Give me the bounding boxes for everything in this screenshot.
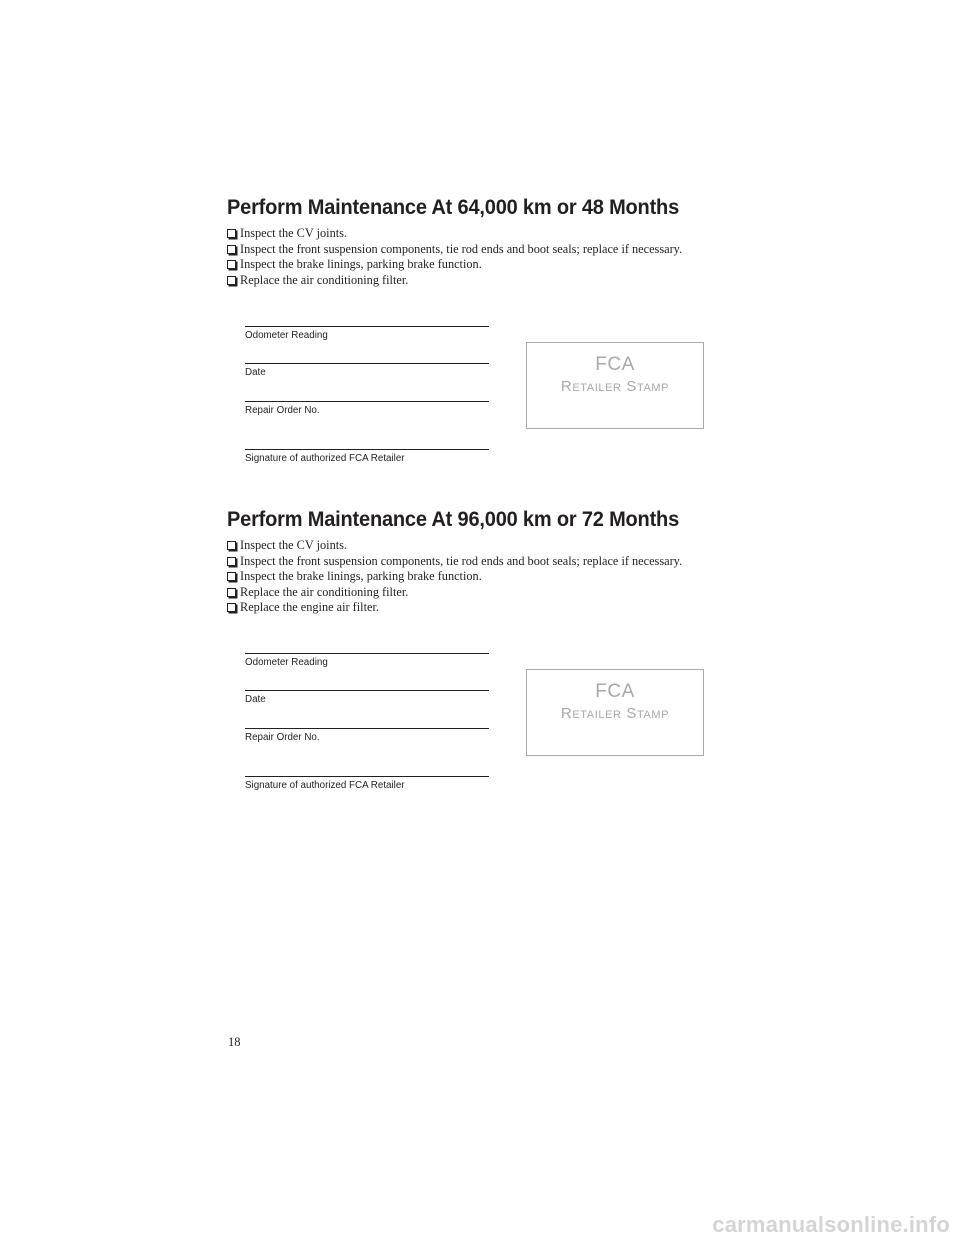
signature-field[interactable] — [245, 776, 489, 792]
checklist-item-label: Inspect the CV joints. — [240, 226, 348, 240]
maintenance-section-64000 — [227, 193, 827, 288]
stamp-retailer-text: Retailer Stamp — [560, 378, 670, 395]
odometer-line[interactable] — [245, 326, 489, 327]
signature-label: Signature of authorized FCA Retailer — [245, 453, 405, 464]
checklist-item[interactable] — [227, 600, 827, 616]
checklist-item-label: Inspect the front suspension components, tie rod ends and boot seals; replace if necessary. — [240, 553, 683, 568]
date-line[interactable] — [245, 690, 489, 691]
odometer-label: Odometer Reading — [245, 657, 328, 668]
section-heading: Perform Maintenance At 96,000 km or 72 Months — [227, 507, 680, 531]
repair-order-field[interactable] — [245, 401, 489, 417]
checklist-item[interactable] — [227, 569, 827, 585]
repair-order-line[interactable] — [245, 401, 489, 402]
checkbox-icon[interactable] — [227, 541, 236, 550]
repair-order-line[interactable] — [245, 728, 489, 729]
maintenance-section-96000 — [227, 505, 827, 616]
retailer-stamp-box — [526, 342, 704, 429]
date-field[interactable] — [245, 363, 489, 379]
checklist-item-label: Inspect the brake linings, parking brake function. — [240, 257, 482, 271]
checklist-item-label: Inspect the front suspension components, tie rod ends and boot seals; replace if necessary. — [240, 241, 683, 256]
checkbox-icon[interactable] — [227, 557, 236, 566]
repair-order-field[interactable] — [245, 728, 489, 744]
signature-line[interactable] — [245, 449, 489, 450]
checkbox-icon[interactable] — [227, 260, 236, 269]
odometer-field[interactable] — [245, 653, 489, 669]
repair-order-label: Repair Order No. — [245, 732, 320, 743]
checkbox-icon[interactable] — [227, 276, 236, 285]
date-line[interactable] — [245, 363, 489, 364]
checklist-item-label: Replace the air conditioning filter. — [240, 584, 409, 599]
checkbox-icon[interactable] — [227, 245, 236, 254]
checklist-item[interactable] — [227, 538, 827, 554]
checkbox-icon[interactable] — [227, 229, 236, 238]
signature-field[interactable] — [245, 449, 489, 465]
watermark: carmanualsonline.info — [712, 1212, 950, 1237]
odometer-line[interactable] — [245, 653, 489, 654]
checkbox-icon[interactable] — [227, 603, 236, 612]
checklist-item[interactable] — [227, 554, 827, 570]
checkbox-icon[interactable] — [227, 588, 236, 597]
checklist-item[interactable] — [227, 242, 827, 258]
stamp-retailer-text: Retailer Stamp — [560, 705, 670, 722]
stamp-fca-text: FCA — [595, 354, 635, 375]
retailer-stamp-box — [526, 669, 704, 756]
repair-order-label: Repair Order No. — [245, 405, 320, 416]
checklist-item[interactable] — [227, 257, 827, 273]
checklist-item-label: Inspect the brake linings, parking brake function. — [240, 569, 482, 583]
maintenance-checklist — [227, 226, 827, 288]
date-field[interactable] — [245, 690, 489, 706]
checklist-item[interactable] — [227, 226, 827, 242]
signature-line[interactable] — [245, 776, 489, 777]
maintenance-checklist — [227, 538, 827, 616]
checklist-item-label: Inspect the CV joints. — [240, 538, 348, 552]
odometer-label: Odometer Reading — [245, 330, 328, 341]
checklist-item-label: Replace the air conditioning filter. — [240, 272, 409, 287]
date-label: Date — [245, 694, 266, 705]
checkbox-icon[interactable] — [227, 572, 236, 581]
section-heading: Perform Maintenance At 64,000 km or 48 Months — [227, 195, 680, 219]
signature-label: Signature of authorized FCA Retailer — [245, 780, 405, 791]
date-label: Date — [245, 367, 266, 378]
checklist-item[interactable] — [227, 273, 827, 289]
page-number: 18 — [228, 1035, 241, 1049]
checklist-item-label: Replace the engine air filter. — [240, 600, 379, 614]
stamp-fca-text: FCA — [595, 681, 635, 702]
checklist-item[interactable] — [227, 585, 827, 601]
odometer-field[interactable] — [245, 326, 489, 342]
